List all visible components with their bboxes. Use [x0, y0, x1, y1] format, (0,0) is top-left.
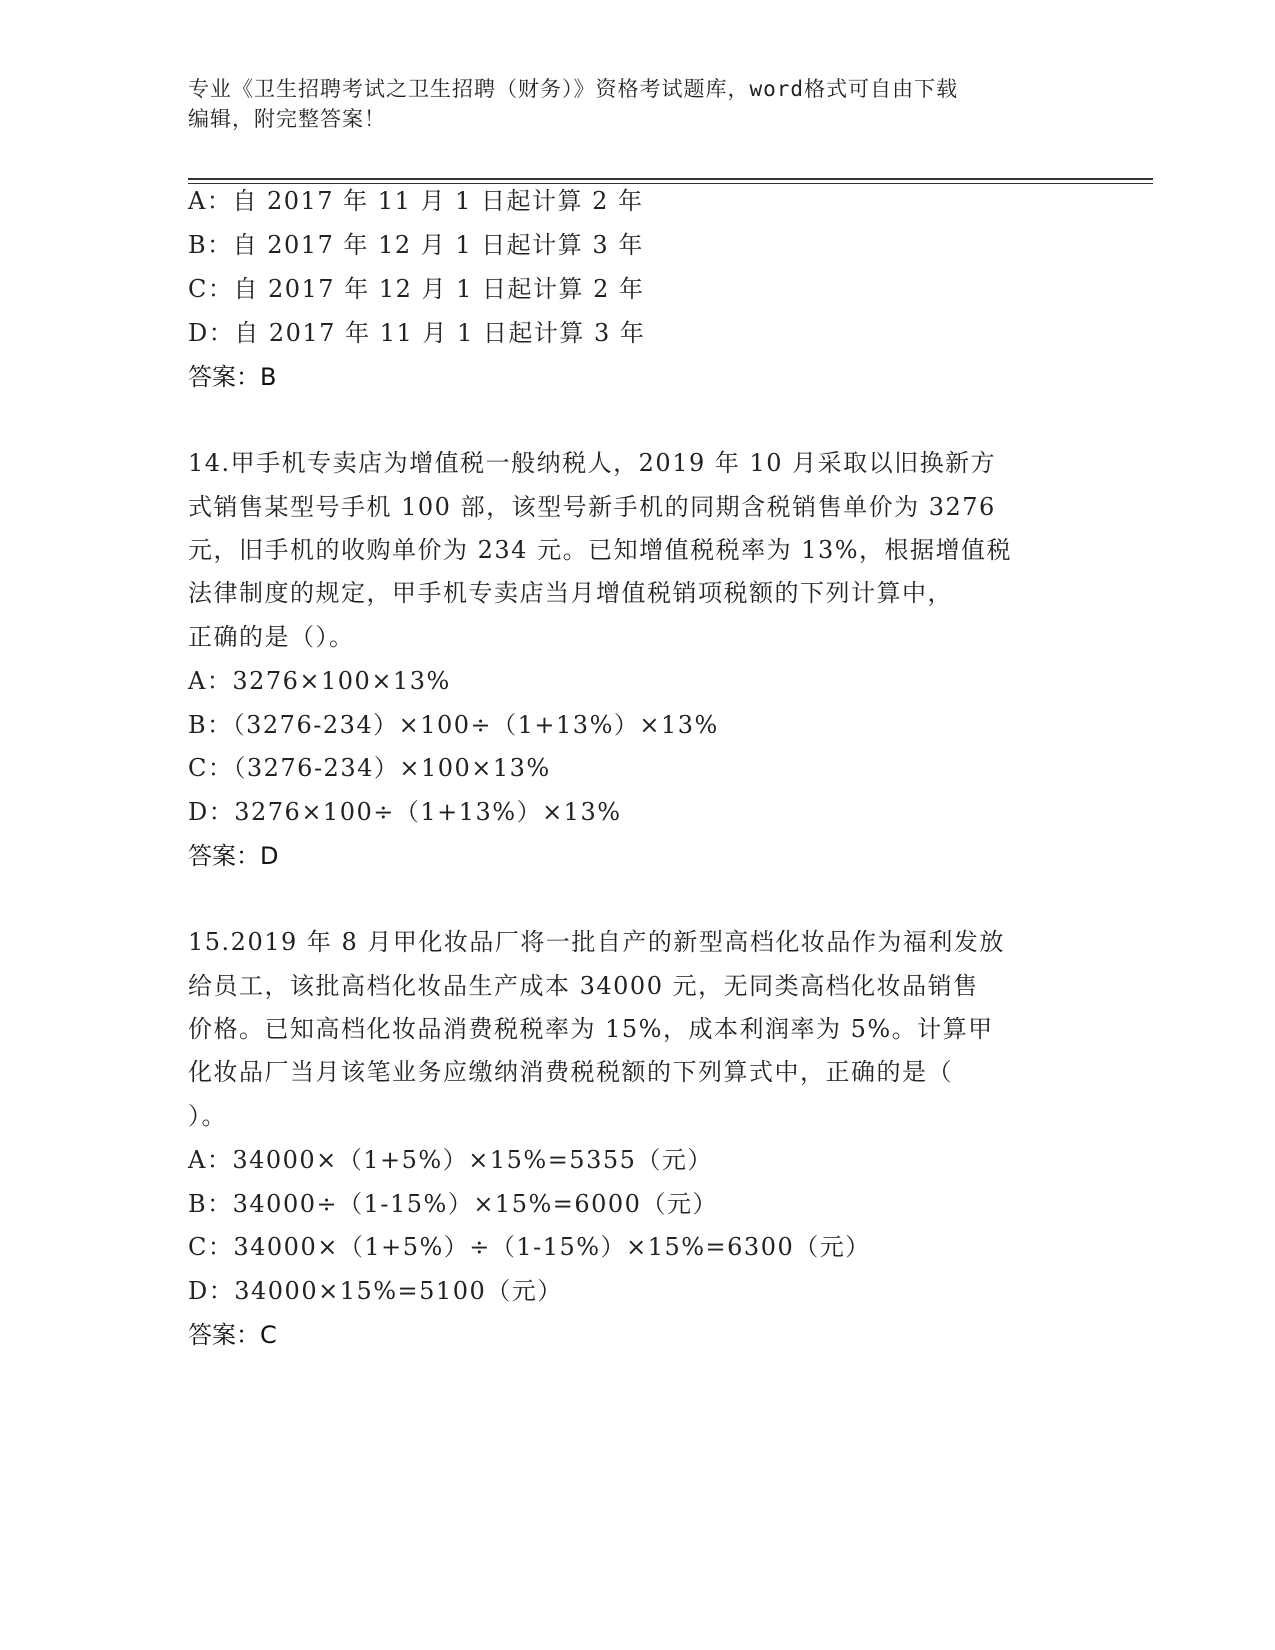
header-line-2: 编辑，附完整答案！: [188, 107, 386, 131]
q13-option-b: B：自 2017 年 12 月 1 日起计算 3 年: [188, 231, 644, 259]
q15-option-d: D：34000×15%=5100（元）: [188, 1277, 563, 1305]
q14-option-b: B：（3276-234）×100÷（1+13%）×13%: [188, 711, 719, 739]
q15-stem-line: 15.2019 年 8 月甲化妆品厂将一批自产的新型高档化妆品作为福利发放: [188, 928, 1005, 956]
q15-stem-line: 价格。已知高档化妆品消费税税率为 15%，成本利润率为 5%。计算甲: [188, 1015, 994, 1043]
q15-stem-line: 化妆品厂当月该笔业务应缴纳消费税税额的下列算式中，正确的是（: [188, 1058, 953, 1086]
q15-stem-line: ）。: [188, 1102, 227, 1130]
header-divider: [188, 178, 1153, 180]
q13-option-d: D：自 2017 年 11 月 1 日起计算 3 年: [188, 319, 646, 347]
q15-option-c: C：34000×（1+5%）÷（1-15%）×15%=6300（元）: [188, 1233, 871, 1261]
q14-answer: 答案：D: [188, 842, 279, 870]
q14-stem-line: 元，旧手机的收购单价为 234 元。已知增值税税率为 13%，根据增值税: [188, 536, 1013, 564]
q13-option-c: C：自 2017 年 12 月 1 日起计算 2 年: [188, 275, 645, 303]
q15-option-a: A：34000×（1+5%）×15%=5355（元）: [188, 1146, 713, 1174]
header-divider-thin: [188, 183, 1153, 184]
q13-answer: 答案：B: [188, 363, 277, 391]
q14-stem-line: 法律制度的规定，甲手机专卖店当月增值税销项税额的下列计算中，: [188, 579, 953, 607]
q14-stem-line: 正确的是（）。: [188, 623, 355, 651]
q15-answer: 答案：C: [188, 1321, 277, 1349]
q14-option-a: A：3276×100×13%: [188, 667, 451, 695]
q14-stem-line: 式销售某型号手机 100 部，该型号新手机的同期含税销售单价为 3276: [188, 493, 996, 521]
q14-stem-line: 14.甲手机专卖店为增值税一般纳税人，2019 年 10 月采取以旧换新方: [188, 449, 997, 477]
q14-option-d: D：3276×100÷（1+13%）×13%: [188, 798, 622, 826]
header-line-1: 专业《卫生招聘考试之卫生招聘（财务）》资格考试题库，word格式可自由下载: [188, 77, 959, 101]
q13-option-a: A：自 2017 年 11 月 1 日起计算 2 年: [188, 187, 644, 215]
q14-option-c: C：（3276-234）×100×13%: [188, 754, 551, 782]
document-header: [188, 74, 1078, 134]
q15-stem-line: 给员工，该批高档化妆品生产成本 34000 元，无同类高档化妆品销售: [188, 972, 979, 1000]
q15-option-b: B：34000÷（1-15%）×15%=6000（元）: [188, 1190, 718, 1218]
